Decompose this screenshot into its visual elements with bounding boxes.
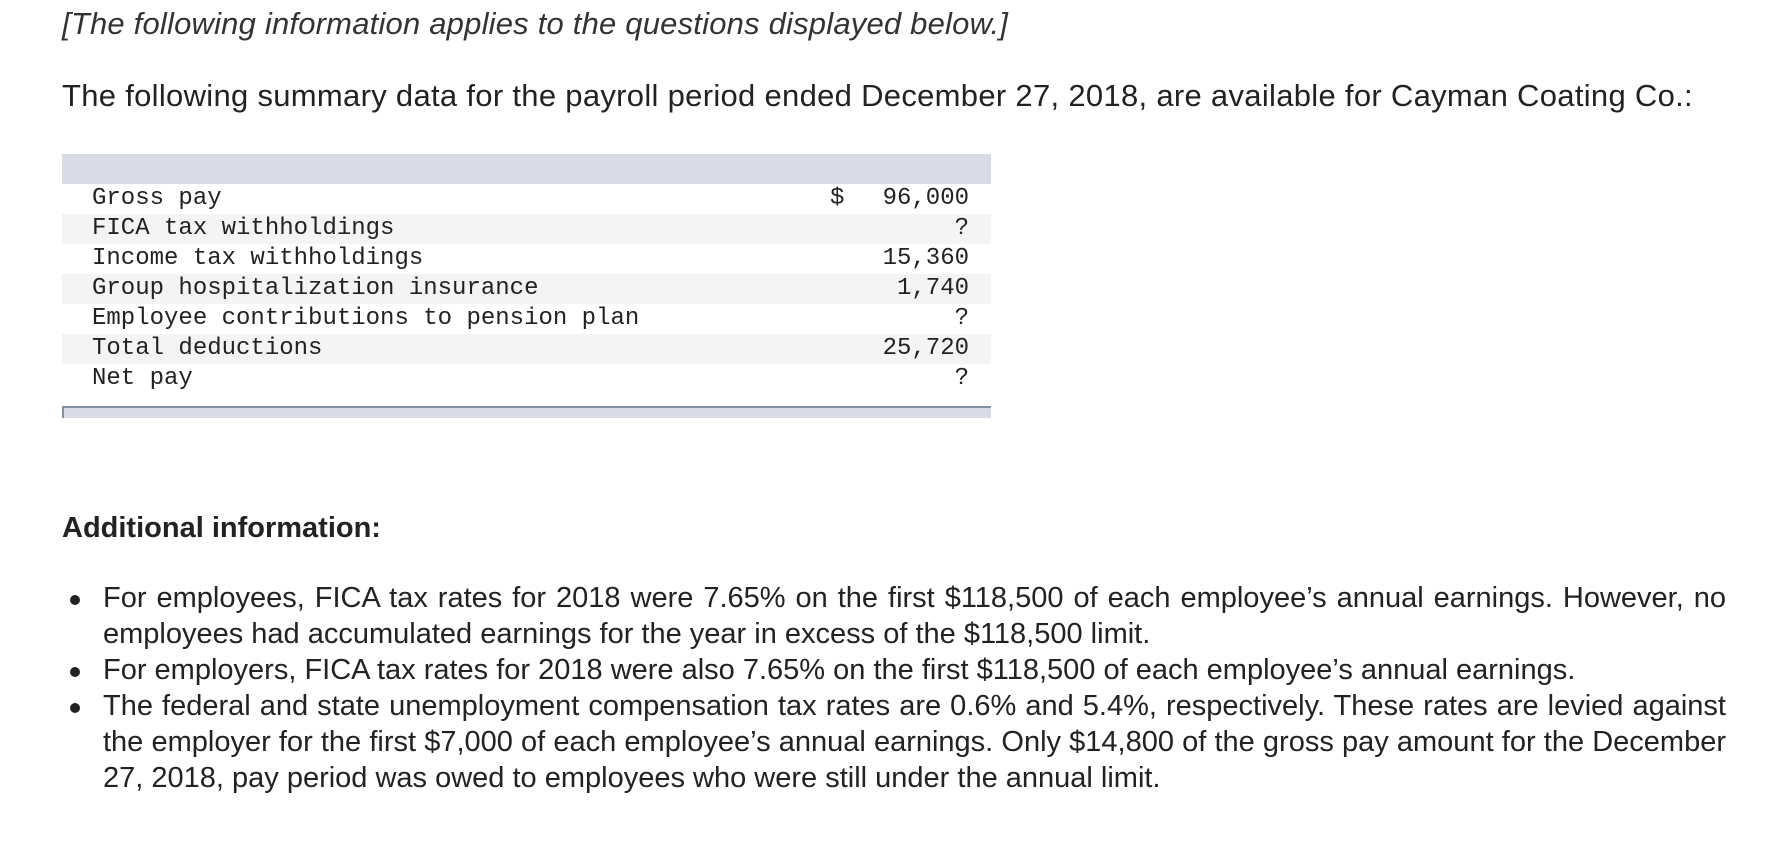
row-amount: 15,360 (882, 245, 969, 272)
table-row-total-deductions (62, 334, 991, 364)
row-label: Income tax withholdings (92, 245, 424, 272)
row-label: Group hospitalization insurance (92, 275, 539, 302)
table-row-group-hospitalization (62, 274, 991, 304)
table-row-gross-pay (62, 184, 991, 214)
row-label: Total deductions (92, 335, 323, 362)
table-row-fica-tax (62, 214, 991, 244)
table-row-income-tax (62, 244, 991, 274)
table-header-band (62, 154, 991, 184)
payroll-summary-table (62, 154, 991, 418)
intro-note: [The following information applies to the questions displayed below.] (62, 6, 1009, 41)
row-label: Employee contributions to pension plan (92, 305, 640, 332)
row-amount: ? (954, 215, 969, 242)
bullet-unemployment-tax: The federal and state unemployment compensation tax rates are 0.6% and 5.4%, respectively. These rates are levied against the employer for the first $7,000 of each employee’s annual earnings. Only $14,800 of the gross pay amount for the December 27, 2018, pay period was owed to employees who were still under the annual limit. (62, 688, 1726, 796)
row-label: Gross pay (92, 185, 222, 212)
table-row-net-pay (62, 364, 991, 394)
summary-sentence: The following summary data for the payroll period ended December 27, 2018, are available for Cayman Coating Co.: (62, 78, 1693, 113)
row-amount: 96,000 (882, 185, 969, 212)
row-label: Net pay (92, 365, 193, 392)
row-amount: 25,720 (882, 335, 969, 362)
bullet-employer-fica: For employers, FICA tax rates for 2018 were also 7.65% on the first $118,500 of each employee’s annual earnings. (62, 652, 1726, 688)
row-amount: ? (954, 305, 969, 332)
additional-info-heading: Additional information: (62, 512, 381, 544)
row-label: FICA tax withholdings (92, 215, 395, 242)
additional-info-list (62, 580, 1726, 796)
row-amount: ? (954, 365, 969, 392)
currency-symbol: $ (830, 185, 845, 212)
table-row-pension-contributions (62, 304, 991, 334)
table-footer-band (62, 406, 991, 418)
bullet-employee-fica: For employees, FICA tax rates for 2018 were 7.65% on the first $118,500 of each employee’s annual earnings. However, no employees had accumulated earnings for the year in excess of the $118,500 limit. (62, 580, 1726, 652)
row-amount: 1,740 (896, 275, 969, 302)
